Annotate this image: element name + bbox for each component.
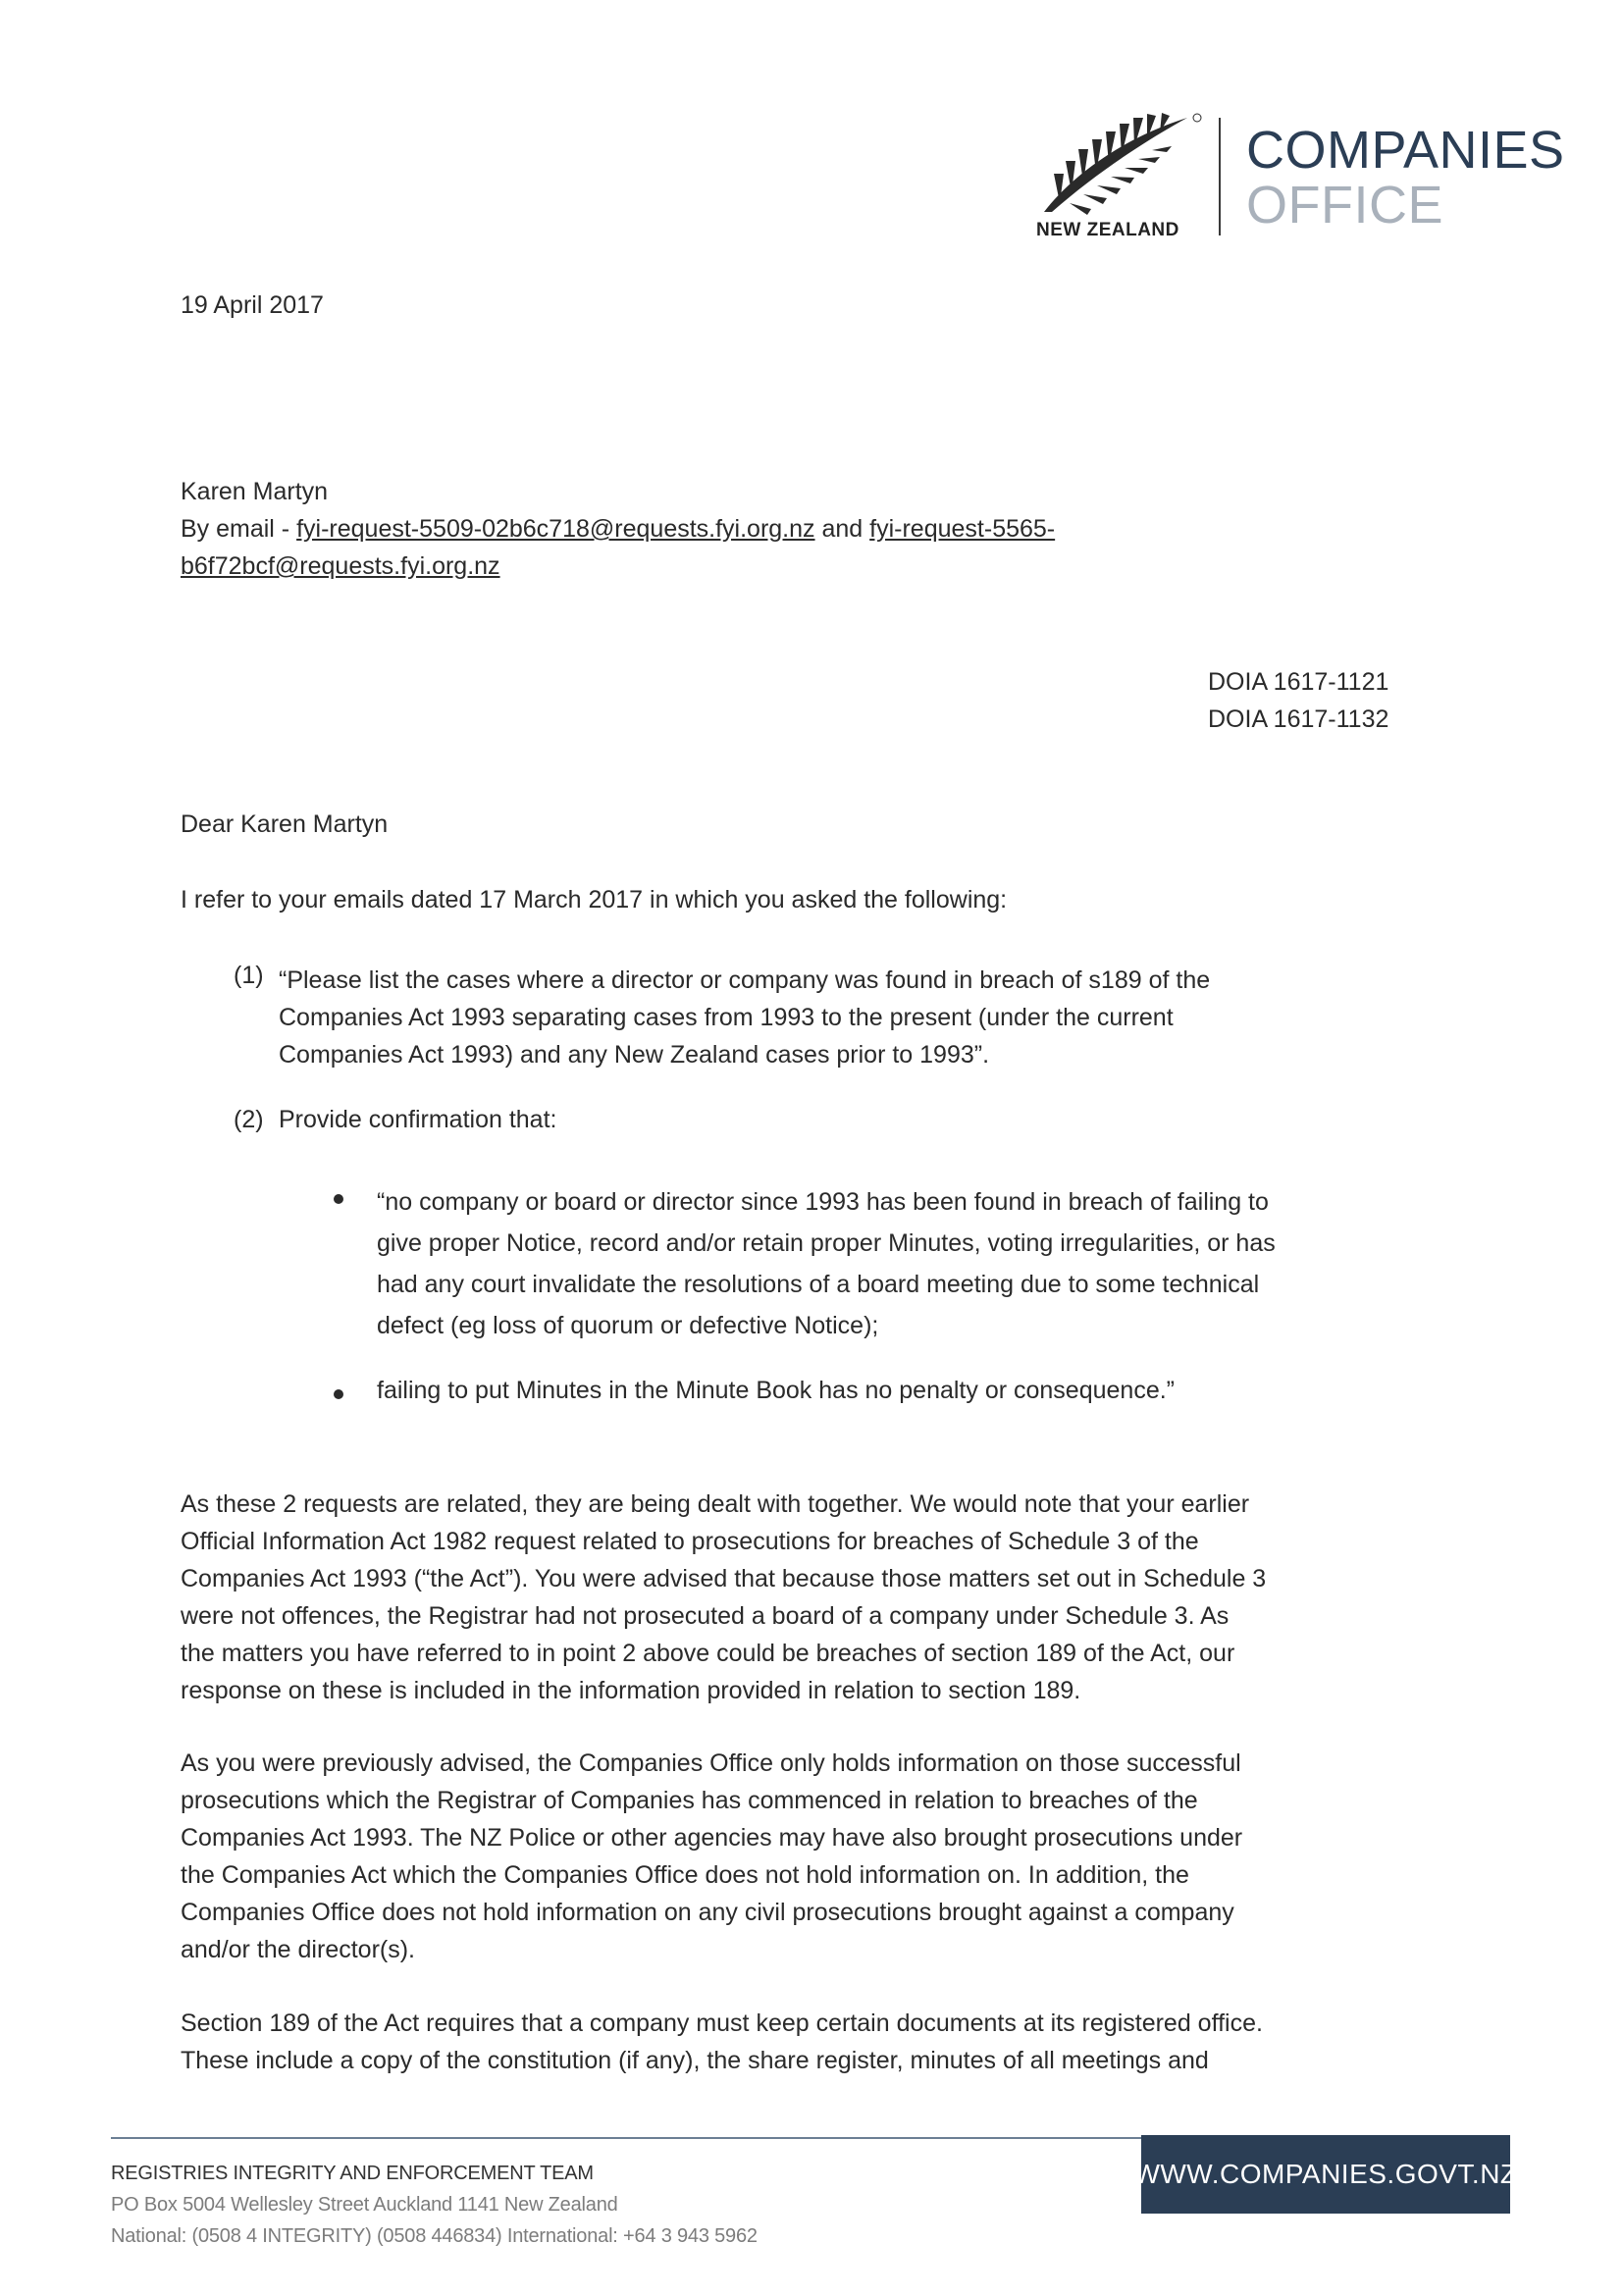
fern-logo-icon (1040, 110, 1202, 218)
intro-sentence: I refer to your emails dated 17 March 2017 in which you asked the following: (181, 886, 1008, 913)
email-joiner: and (814, 515, 870, 543)
paragraph-line: Companies Act 1993 (“the Act”). You were advised that because those matters set out in Schedule 3 (181, 1565, 1267, 1592)
paragraph-line: Companies Office does not hold information on any civil prosecutions brought against a company (181, 1899, 1234, 1926)
paragraph-line: prosecutions which the Registrar of Companies has commenced in relation to breaches of the (181, 1787, 1198, 1814)
paragraph-line: the Companies Act which the Companies Office does not hold information on. In addition, the (181, 1861, 1189, 1889)
paragraph-line: These include a copy of the constitution (if any), the share register, minutes of all meetings and (181, 2047, 1209, 2074)
bullet-marker (334, 1389, 343, 1399)
logo-title-line1: COMPANIES (1246, 121, 1565, 180)
logo-country-text: NEW ZEALAND (1036, 220, 1179, 240)
bullet-1-line: defect (eg loss of quorum or defective Notice); (377, 1312, 879, 1339)
recipient-email-line (181, 510, 1055, 548)
paragraph-line: response on these is included in the information provided in relation to section 189. (181, 1677, 1081, 1704)
email-link-2-part2[interactable]: b6f72bcf@requests.fyi.org.nz (181, 552, 500, 580)
footer-team-name: REGISTRIES INTEGRITY AND ENFORCEMENT TEAM (111, 2163, 594, 2184)
footer-address: PO Box 5004 Wellesley Street Auckland 1141 New Zealand (111, 2194, 618, 2216)
paragraph-line: were not offences, the Registrar had not prosecuted a board of a company under Schedule 3. As (181, 1602, 1230, 1630)
recipient-block (181, 473, 1055, 585)
logo-title-line2: OFFICE (1246, 176, 1443, 235)
reference-number: DOIA 1617-1121 (1208, 668, 1389, 696)
paragraph-line: As you were previously advised, the Companies Office only holds information on those successful (181, 1749, 1241, 1777)
request-1-line: Companies Act 1993) and any New Zealand cases prior to 1993”. (279, 1041, 990, 1069)
recipient-name: Karen Martyn (181, 478, 329, 505)
request-1-line: “Please list the cases where a director or company was found in breach of s189 of the (279, 966, 1211, 994)
logo-divider (1219, 118, 1221, 235)
footer-rule (111, 2137, 1141, 2139)
request-1-line: Companies Act 1993 separating cases from 1993 to the present (under the current (279, 1004, 1174, 1031)
request-2-text: Provide confirmation that: (279, 1106, 557, 1133)
request-1-quote (279, 962, 1210, 1073)
email-link-2-part1[interactable]: fyi-request-5565- (869, 515, 1056, 543)
letter-date: 19 April 2017 (181, 291, 324, 319)
paragraph-line: As these 2 requests are related, they are being dealt with together. We would note that your earlier (181, 1490, 1250, 1518)
paragraph-related-requests (181, 1486, 1266, 1709)
email-link-1[interactable]: fyi-request-5509-02b6c718@requests.fyi.org.nz (296, 515, 815, 543)
bullet-1-line: had any court invalidate the resolutions of a board meeting due to some technical (377, 1271, 1260, 1298)
reference-block (1208, 663, 1388, 738)
bullet-2-text: failing to put Minutes in the Minute Book has no penalty or consequence.” (377, 1377, 1176, 1404)
footer-phone: National: (0508 4 INTEGRITY) (0508 446834) International: +64 3 943 5962 (111, 2225, 758, 2247)
paragraph-line: and/or the director(s). (181, 1936, 415, 1963)
request-2-number: (2) (234, 1106, 264, 1133)
paragraph-line: Official Information Act 1982 request related to prosecutions for breaches of Schedule 3 of the (181, 1528, 1199, 1555)
bullet-marker (334, 1194, 343, 1204)
paragraph-section-189 (181, 2005, 1263, 2079)
reference-number: DOIA 1617-1132 (1208, 705, 1389, 733)
paragraph-line: the matters you have referred to in point 2 above could be breaches of section 189 of the Act, our (181, 1640, 1235, 1667)
paragraph-line: Section 189 of the Act requires that a company must keep certain documents at its registered office. (181, 2009, 1263, 2037)
request-1-number: (1) (234, 962, 264, 989)
salutation: Dear Karen Martyn (181, 810, 389, 838)
paragraph-previously-advised (181, 1745, 1242, 1968)
footer-website-link[interactable]: WWW.COMPANIES.GOVT.NZ (1141, 2135, 1510, 2214)
email-prefix: By email - (181, 515, 297, 543)
bullet-1-line: give proper Notice, record and/or retain proper Minutes, voting irregularities, or has (377, 1229, 1276, 1257)
paragraph-line: Companies Act 1993. The NZ Police or other agencies may have also brought prosecutions under (181, 1824, 1243, 1852)
bullet-1-text (377, 1181, 1276, 1346)
bullet-1-line: “no company or board or director since 1993 has been found in breach of failing to (377, 1188, 1269, 1216)
